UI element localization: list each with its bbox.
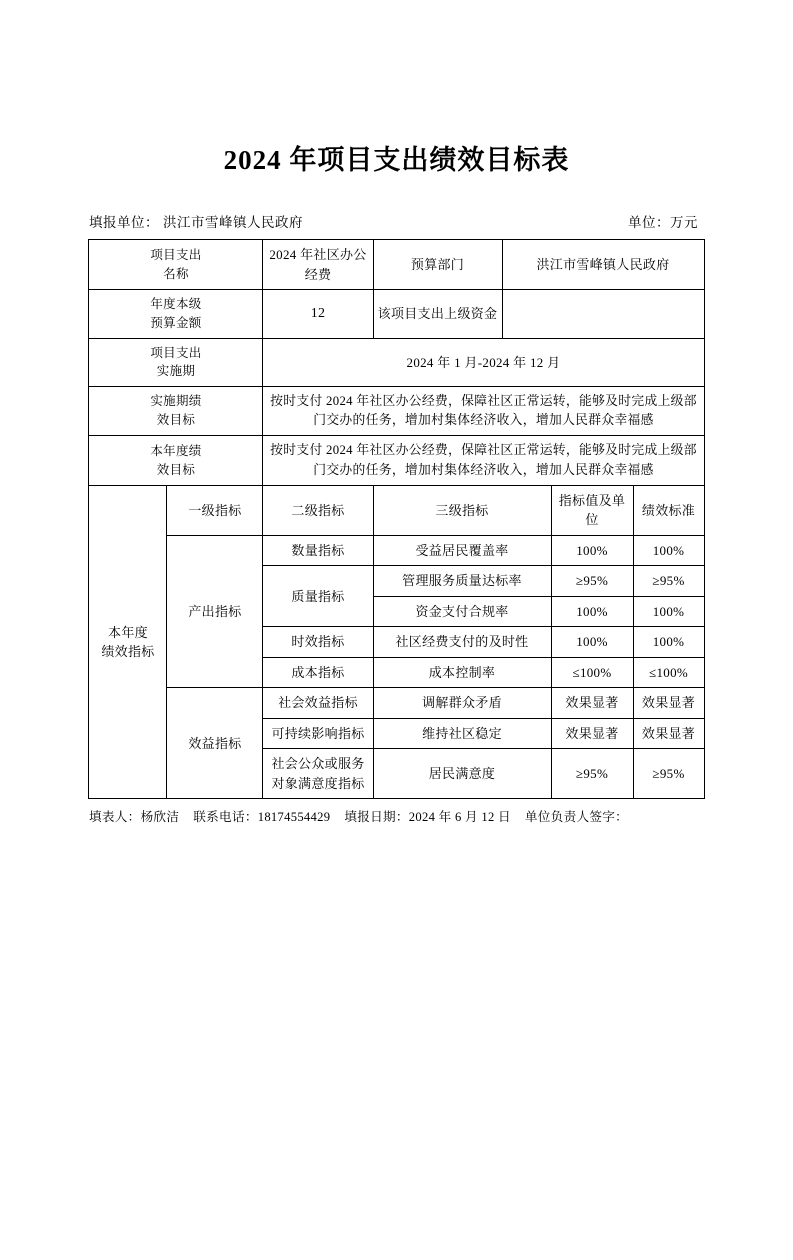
- project-name-label: 项目支出 名称: [89, 240, 263, 290]
- indicator-header-value-unit: 指标值及单位: [551, 485, 633, 535]
- indicator-level3: 管理服务质量达标率: [373, 566, 551, 597]
- indicator-level3: 成本控制率: [373, 657, 551, 688]
- indicator-value: 效果显著: [551, 688, 633, 719]
- filing-unit: [89, 211, 303, 231]
- indicator-level3: 居民满意度: [373, 749, 551, 799]
- indicator-value: ≥95%: [551, 749, 633, 799]
- table-row-year-budget: [89, 290, 704, 339]
- indicator-standard: 100%: [633, 627, 704, 658]
- indicator-level3: 维持社区稳定: [373, 718, 551, 749]
- table-row-project-name: [89, 240, 704, 290]
- year-budget-label: 年度本级 预算金额: [89, 290, 263, 339]
- period-label: 项目支出 实施期: [89, 338, 263, 387]
- indicator-value: ≥95%: [551, 566, 633, 597]
- indicator-header-standard: 绩效标准: [633, 485, 704, 535]
- indicator-level2-timeliness: 时效指标: [263, 627, 373, 658]
- indicator-standard: ≥95%: [633, 566, 704, 597]
- indicator-header-level2: 二级指标: [263, 485, 373, 535]
- indicator-header-level3: 三级指标: [373, 485, 551, 535]
- year-goal-value: 按时支付 2024 年社区办公经费，保障社区正常运转，能够及时完成上级部门交办的任务，增加村集体经济收入，增加人民群众幸福感: [263, 436, 704, 485]
- indicator-level2-cost: 成本指标: [263, 657, 373, 688]
- indicator-standard: ≥95%: [633, 749, 704, 799]
- period-goal-value: 按时支付 2024 年社区办公经费，保障社区正常运转，能够及时完成上级部门交办的任务，增加村集体经济收入，增加人民群众幸福感: [263, 387, 704, 436]
- indicator-level3: 受益居民覆盖率: [373, 535, 551, 566]
- budget-dept-label: 预算部门: [373, 240, 502, 290]
- indicator-value: 效果显著: [551, 718, 633, 749]
- project-name-value: 2024 年社区办公经费: [263, 240, 373, 290]
- indicator-standard: 100%: [633, 596, 704, 627]
- indicator-level3: 调解群众矛盾: [373, 688, 551, 719]
- footer-phone: 联系电话：18174554429: [193, 810, 331, 825]
- indicator-standard: 效果显著: [633, 718, 704, 749]
- period-value: 2024 年 1 月-2024 年 12 月: [263, 338, 704, 387]
- table-row: [89, 688, 704, 719]
- indicator-level3: 资金支付合规率: [373, 596, 551, 627]
- filing-unit-value: 洪江市雪峰镇人民政府: [163, 215, 303, 230]
- footer-preparer: 填表人：杨欣洁: [89, 810, 180, 825]
- indicator-standard: ≤100%: [633, 657, 704, 688]
- period-goal-label: 实施期绩 效目标: [89, 387, 263, 436]
- indicator-header-level1: 一级指标: [167, 485, 263, 535]
- page-title: 2024 年项目支出绩效目标表: [223, 145, 570, 175]
- indicator-value: 100%: [551, 535, 633, 566]
- upper-fund-label: 该项目支出上级资金: [373, 290, 502, 339]
- indicator-level2-social-benefit: 社会效益指标: [263, 688, 373, 719]
- footer-row: [89, 806, 704, 825]
- indicator-value: 100%: [551, 596, 633, 627]
- budget-dept-value: 洪江市雪峰镇人民政府: [502, 240, 704, 290]
- table-row-period: [89, 338, 704, 387]
- table-row-year-goal: [89, 436, 704, 485]
- performance-target-table: [88, 239, 704, 799]
- indicator-standard: 效果显著: [633, 688, 704, 719]
- table-row-period-goal: [89, 387, 704, 436]
- upper-fund-value: [502, 290, 704, 339]
- indicator-level2-quantity: 数量指标: [263, 535, 373, 566]
- indicator-level2-satisfaction: 社会公众或服务 对象满意度指标: [263, 749, 373, 799]
- year-indicators-side-label: 本年度 绩效指标: [89, 485, 167, 799]
- year-goal-label: 本年度绩 效目标: [89, 436, 263, 485]
- footer-date: 填报日期：2024 年 6 月 12 日: [344, 810, 511, 825]
- indicator-level3: 社区经费支付的及时性: [373, 627, 551, 658]
- indicator-standard: 100%: [633, 535, 704, 566]
- document-page: [0, 138, 793, 1260]
- meta-row: [89, 211, 704, 231]
- indicator-level2-quality: 质量指标: [263, 566, 373, 627]
- amount-unit-label: 单位：万元: [628, 215, 698, 230]
- filing-unit-label: 填报单位：: [89, 215, 159, 230]
- indicator-level1-output: 产出指标: [167, 535, 263, 688]
- indicator-level2-sustainable: 可持续影响指标: [263, 718, 373, 749]
- footer-signature: 单位负责人签字：: [524, 810, 629, 825]
- table-row: [89, 535, 704, 566]
- indicator-level1-benefit: 效益指标: [167, 688, 263, 799]
- indicator-value: 100%: [551, 627, 633, 658]
- year-budget-value: 12: [263, 290, 373, 339]
- indicator-value: ≤100%: [551, 657, 633, 688]
- table-row-indicator-header: [89, 485, 704, 535]
